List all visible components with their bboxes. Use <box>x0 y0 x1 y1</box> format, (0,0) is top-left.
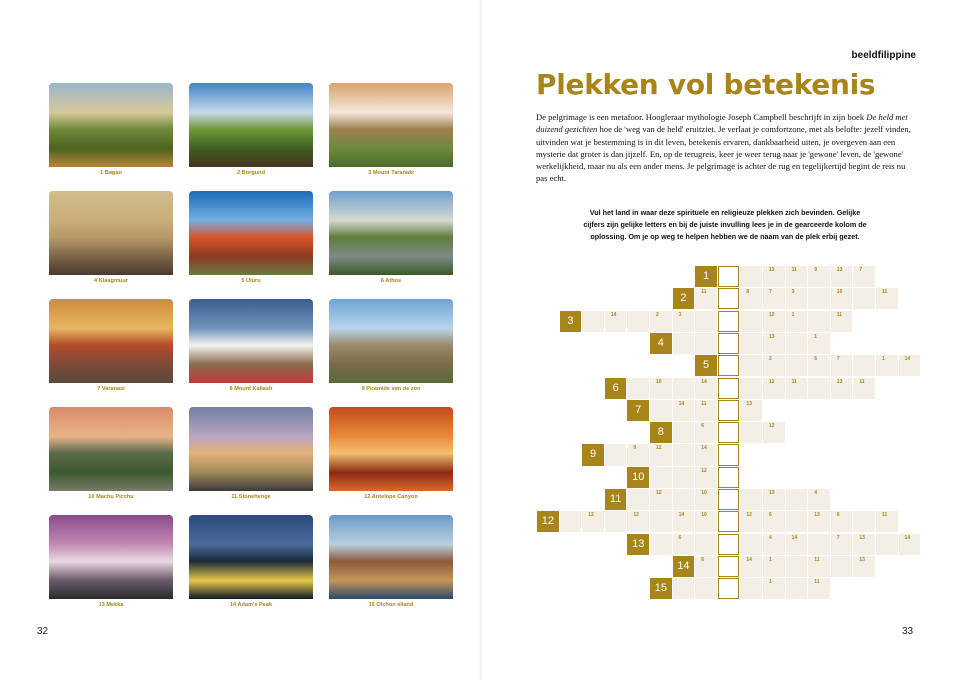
letter-cell[interactable] <box>853 355 875 376</box>
letter-cell[interactable] <box>786 511 808 532</box>
letter-cell[interactable]: 14 <box>695 444 717 465</box>
place-photo <box>329 299 453 383</box>
place-card <box>329 407 453 504</box>
letter-cell[interactable] <box>808 378 830 399</box>
place-photo <box>49 191 173 275</box>
letter-cell[interactable]: 13 <box>763 266 785 287</box>
letter-cell[interactable] <box>853 511 875 532</box>
letter-cell[interactable]: 13 <box>853 556 875 577</box>
letter-cell[interactable]: 6 <box>763 511 785 532</box>
place-caption: 15 Olchon eiland <box>329 599 453 612</box>
clue-number: 5 <box>695 355 717 376</box>
letter-cell[interactable]: 12 <box>763 311 785 332</box>
letter-cell[interactable] <box>786 355 808 376</box>
place-card <box>329 515 453 612</box>
letter-cell[interactable] <box>695 578 717 599</box>
letter-cell[interactable] <box>740 266 762 287</box>
place-photo <box>329 191 453 275</box>
letter-cell[interactable] <box>627 489 649 510</box>
letter-cell[interactable]: 12 <box>582 511 604 532</box>
solution-cell[interactable] <box>718 378 740 399</box>
letter-cell[interactable] <box>695 311 717 332</box>
letter-cell[interactable] <box>808 534 830 555</box>
place-photo <box>49 83 173 167</box>
letter-cell[interactable]: 13 <box>740 400 762 421</box>
page-number-left: 32 <box>37 626 49 637</box>
letter-cell[interactable]: 14 <box>695 378 717 399</box>
letter-cell[interactable] <box>695 534 717 555</box>
letter-cell[interactable]: 9 <box>808 266 830 287</box>
letter-cell[interactable]: 4 <box>808 489 830 510</box>
place-caption: 13 Mekka <box>49 599 173 612</box>
clue-number: 4 <box>650 333 672 354</box>
letter-cell[interactable]: 10 <box>695 489 717 510</box>
letter-cell[interactable]: 12 <box>627 511 649 532</box>
letter-cell[interactable]: 3 <box>786 288 808 309</box>
letter-cell[interactable] <box>673 489 695 510</box>
letter-cell[interactable] <box>627 311 649 332</box>
place-card <box>49 407 173 504</box>
letter-cell[interactable] <box>673 333 695 354</box>
letter-cell[interactable] <box>582 311 604 332</box>
letter-cell[interactable] <box>695 333 717 354</box>
clue-number: 9 <box>582 444 604 465</box>
solution-cell[interactable] <box>718 511 740 532</box>
place-card <box>329 83 453 180</box>
place-card <box>329 299 453 396</box>
clue-number: 12 <box>537 511 559 532</box>
solution-cell[interactable] <box>718 534 740 555</box>
page-number-right: 33 <box>902 626 914 637</box>
letter-cell[interactable]: 13 <box>763 489 785 510</box>
letter-cell[interactable] <box>876 534 898 555</box>
place-photo <box>49 407 173 491</box>
solution-cell[interactable] <box>718 556 740 577</box>
place-card <box>329 191 453 288</box>
solution-cell[interactable] <box>718 400 740 421</box>
place-card <box>189 515 313 612</box>
letter-cell[interactable] <box>740 378 762 399</box>
letter-cell[interactable] <box>605 444 627 465</box>
solution-cell[interactable] <box>718 311 740 332</box>
intro-text-end: hoe de 'weg van de held' eruitziet. Je verlaat je comfortzone, met als belofte: jezelf vinden, uitvinden wat je bestemming is in dit leven, betekenis ervaren, dankbaarheid uiten, je overgeven aan een mysterie dat groter is dan jijzelf. En, op de terugreis, keer je weer terug naar je 'gewone' leven, de 'gewone' werkelijkheid, maar nu als een ander mens. Je pelgrimage is achter de rug en tegelijkertijd begint de reis nu pas echt. <box>536 124 911 184</box>
clue-number: 2 <box>673 288 695 309</box>
place-photo <box>189 299 313 383</box>
letter-cell[interactable]: 1 <box>763 578 785 599</box>
puzzle-instructions: Vul het land in waar deze spirituele en religieuze plekken zich bevinden. Gelijke cijfers zijn gelijke letters en bij de juiste invulling lees je in de gearceerde kolom de oplossing. Om je op weg te helpen hebben we de naam van de plek erbij gezet. <box>583 208 867 242</box>
solution-cell[interactable] <box>718 288 740 309</box>
letter-cell[interactable]: 12 <box>763 378 785 399</box>
letter-cell[interactable]: 13 <box>831 378 853 399</box>
clue-number: 15 <box>650 578 672 599</box>
letter-cell[interactable]: 14 <box>740 556 762 577</box>
letter-cell[interactable] <box>673 378 695 399</box>
letter-cell[interactable]: 2 <box>650 311 672 332</box>
photo-grid <box>49 83 453 613</box>
letter-cell[interactable]: 1 <box>786 311 808 332</box>
letter-cell[interactable]: 11 <box>853 378 875 399</box>
place-photo <box>189 83 313 167</box>
letter-cell[interactable] <box>740 534 762 555</box>
letter-cell[interactable]: 12 <box>695 467 717 488</box>
book-title: De held met duizend gezichten <box>536 112 908 135</box>
clue-number: 7 <box>627 400 649 421</box>
place-caption: 5 Uluru <box>189 275 313 288</box>
letter-cell[interactable]: 14 <box>899 355 921 376</box>
clue-number: 13 <box>627 534 649 555</box>
place-caption: 3 Mount Taranaki <box>329 167 453 180</box>
place-caption: 9 Piramide van de zon <box>329 383 453 396</box>
solution-cell[interactable] <box>718 333 740 354</box>
place-caption: 2 Borgund <box>189 167 313 180</box>
letter-cell[interactable]: 2 <box>763 355 785 376</box>
solution-cell[interactable] <box>718 444 740 465</box>
letter-cell[interactable]: 3 <box>673 311 695 332</box>
letter-cell[interactable]: 11 <box>808 556 830 577</box>
letter-cell[interactable] <box>831 556 853 577</box>
letter-cell[interactable]: 14 <box>673 400 695 421</box>
letter-cell[interactable]: 7 <box>831 534 853 555</box>
place-caption: 11 Stonehenge <box>189 491 313 504</box>
letter-cell[interactable]: 12 <box>763 422 785 443</box>
letter-cell[interactable]: 10 <box>831 288 853 309</box>
solution-cell[interactable] <box>718 422 740 443</box>
place-card <box>189 407 313 504</box>
letter-cell[interactable]: 13 <box>808 511 830 532</box>
place-photo <box>189 191 313 275</box>
clue-number: 1 <box>695 266 717 287</box>
intro-text-start: De pelgrimage is een metafoor. Hoogleraar mythologie Joseph Campbell beschrijft in zijn boek <box>536 112 867 122</box>
intro-paragraph <box>536 111 918 185</box>
clue-number: 8 <box>650 422 672 443</box>
solution-cell[interactable] <box>718 489 740 510</box>
letter-cell[interactable] <box>560 511 582 532</box>
place-card <box>189 83 313 180</box>
letter-cell[interactable] <box>650 467 672 488</box>
letter-cell[interactable]: 1 <box>808 333 830 354</box>
letter-cell[interactable]: 11 <box>786 378 808 399</box>
place-photo <box>189 515 313 599</box>
letter-cell[interactable] <box>650 534 672 555</box>
place-card <box>189 191 313 288</box>
letter-cell[interactable]: 1 <box>763 556 785 577</box>
letter-cell[interactable] <box>627 378 649 399</box>
place-caption: 12 Antelope Canyon <box>329 491 453 504</box>
solution-cell[interactable] <box>718 266 740 287</box>
place-caption: 7 Varanasi <box>49 383 173 396</box>
letter-cell[interactable] <box>808 288 830 309</box>
letter-cell[interactable]: 11 <box>695 400 717 421</box>
letter-cell[interactable] <box>740 355 762 376</box>
letter-cell[interactable] <box>853 288 875 309</box>
letter-cell[interactable] <box>740 489 762 510</box>
clue-number: 11 <box>605 489 627 510</box>
letter-cell[interactable]: 10 <box>650 378 672 399</box>
letter-cell[interactable]: 11 <box>695 288 717 309</box>
letter-cell[interactable]: 6 <box>695 422 717 443</box>
letter-cell[interactable] <box>740 422 762 443</box>
letter-cell[interactable]: 6 <box>695 556 717 577</box>
place-photo <box>329 407 453 491</box>
letter-cell[interactable]: 11 <box>808 578 830 599</box>
letter-cell[interactable]: 13 <box>853 534 875 555</box>
letter-cell[interactable] <box>673 444 695 465</box>
place-caption: 6 Athos <box>329 275 453 288</box>
letter-cell[interactable]: 6 <box>808 355 830 376</box>
letter-cell[interactable] <box>673 467 695 488</box>
place-photo <box>329 515 453 599</box>
letter-cell[interactable] <box>650 511 672 532</box>
letter-cell[interactable]: 7 <box>853 266 875 287</box>
place-photo <box>49 515 173 599</box>
letter-cell[interactable]: 13 <box>763 333 785 354</box>
clue-number: 3 <box>560 311 582 332</box>
place-caption: 1 Bagan <box>49 167 173 180</box>
letter-cell[interactable]: 14 <box>786 534 808 555</box>
brand-label: beeldfilippine <box>851 50 916 61</box>
letter-cell[interactable]: 12 <box>650 489 672 510</box>
place-photo <box>49 299 173 383</box>
letter-cell[interactable] <box>650 400 672 421</box>
letter-cell[interactable]: 12 <box>650 444 672 465</box>
solution-cell[interactable] <box>718 578 740 599</box>
letter-cell[interactable] <box>786 578 808 599</box>
clue-number: 6 <box>605 378 627 399</box>
letter-cell[interactable]: 14 <box>605 311 627 332</box>
letter-cell[interactable]: 11 <box>876 288 898 309</box>
letter-cell[interactable] <box>740 578 762 599</box>
letter-cell[interactable]: 6 <box>673 534 695 555</box>
letter-cell[interactable]: 8 <box>740 288 762 309</box>
letter-cell[interactable] <box>786 489 808 510</box>
place-caption: 4 Klaagmuur <box>49 275 173 288</box>
place-caption: 8 Mount Kailash <box>189 383 313 396</box>
place-card <box>49 83 173 180</box>
clue-number: 14 <box>673 556 695 577</box>
letter-cell[interactable]: 12 <box>740 511 762 532</box>
letter-cell[interactable] <box>786 556 808 577</box>
letter-cell[interactable]: 1 <box>876 355 898 376</box>
letter-cell[interactable]: 4 <box>763 534 785 555</box>
place-card <box>49 515 173 612</box>
letter-cell[interactable] <box>673 578 695 599</box>
page-title: Plekken vol betekenis <box>536 68 876 101</box>
letter-cell[interactable]: 6 <box>831 511 853 532</box>
clue-number: 10 <box>627 467 649 488</box>
letter-cell[interactable] <box>605 511 627 532</box>
place-card <box>189 299 313 396</box>
letter-cell[interactable] <box>786 333 808 354</box>
solution-cell[interactable] <box>718 355 740 376</box>
letter-cell[interactable] <box>673 422 695 443</box>
place-card <box>49 299 173 396</box>
solution-cell[interactable] <box>718 467 740 488</box>
letter-cell[interactable]: 7 <box>831 355 853 376</box>
letter-cell[interactable] <box>740 333 762 354</box>
letter-cell[interactable] <box>808 311 830 332</box>
place-caption: 10 Machu Picchu <box>49 491 173 504</box>
letter-cell[interactable]: 11 <box>831 311 853 332</box>
place-card <box>49 191 173 288</box>
place-photo <box>189 407 313 491</box>
place-caption: 14 Adam's Peak <box>189 599 313 612</box>
letter-cell[interactable]: 13 <box>831 266 853 287</box>
letter-cell[interactable]: 11 <box>876 511 898 532</box>
letter-cell[interactable]: 7 <box>763 288 785 309</box>
letter-cell[interactable]: 11 <box>786 266 808 287</box>
place-photo <box>329 83 453 167</box>
letter-cell[interactable]: 10 <box>695 511 717 532</box>
letter-cell[interactable]: 14 <box>899 534 921 555</box>
letter-cell[interactable] <box>740 311 762 332</box>
letter-cell[interactable]: 14 <box>673 511 695 532</box>
letter-cell[interactable]: 9 <box>627 444 649 465</box>
